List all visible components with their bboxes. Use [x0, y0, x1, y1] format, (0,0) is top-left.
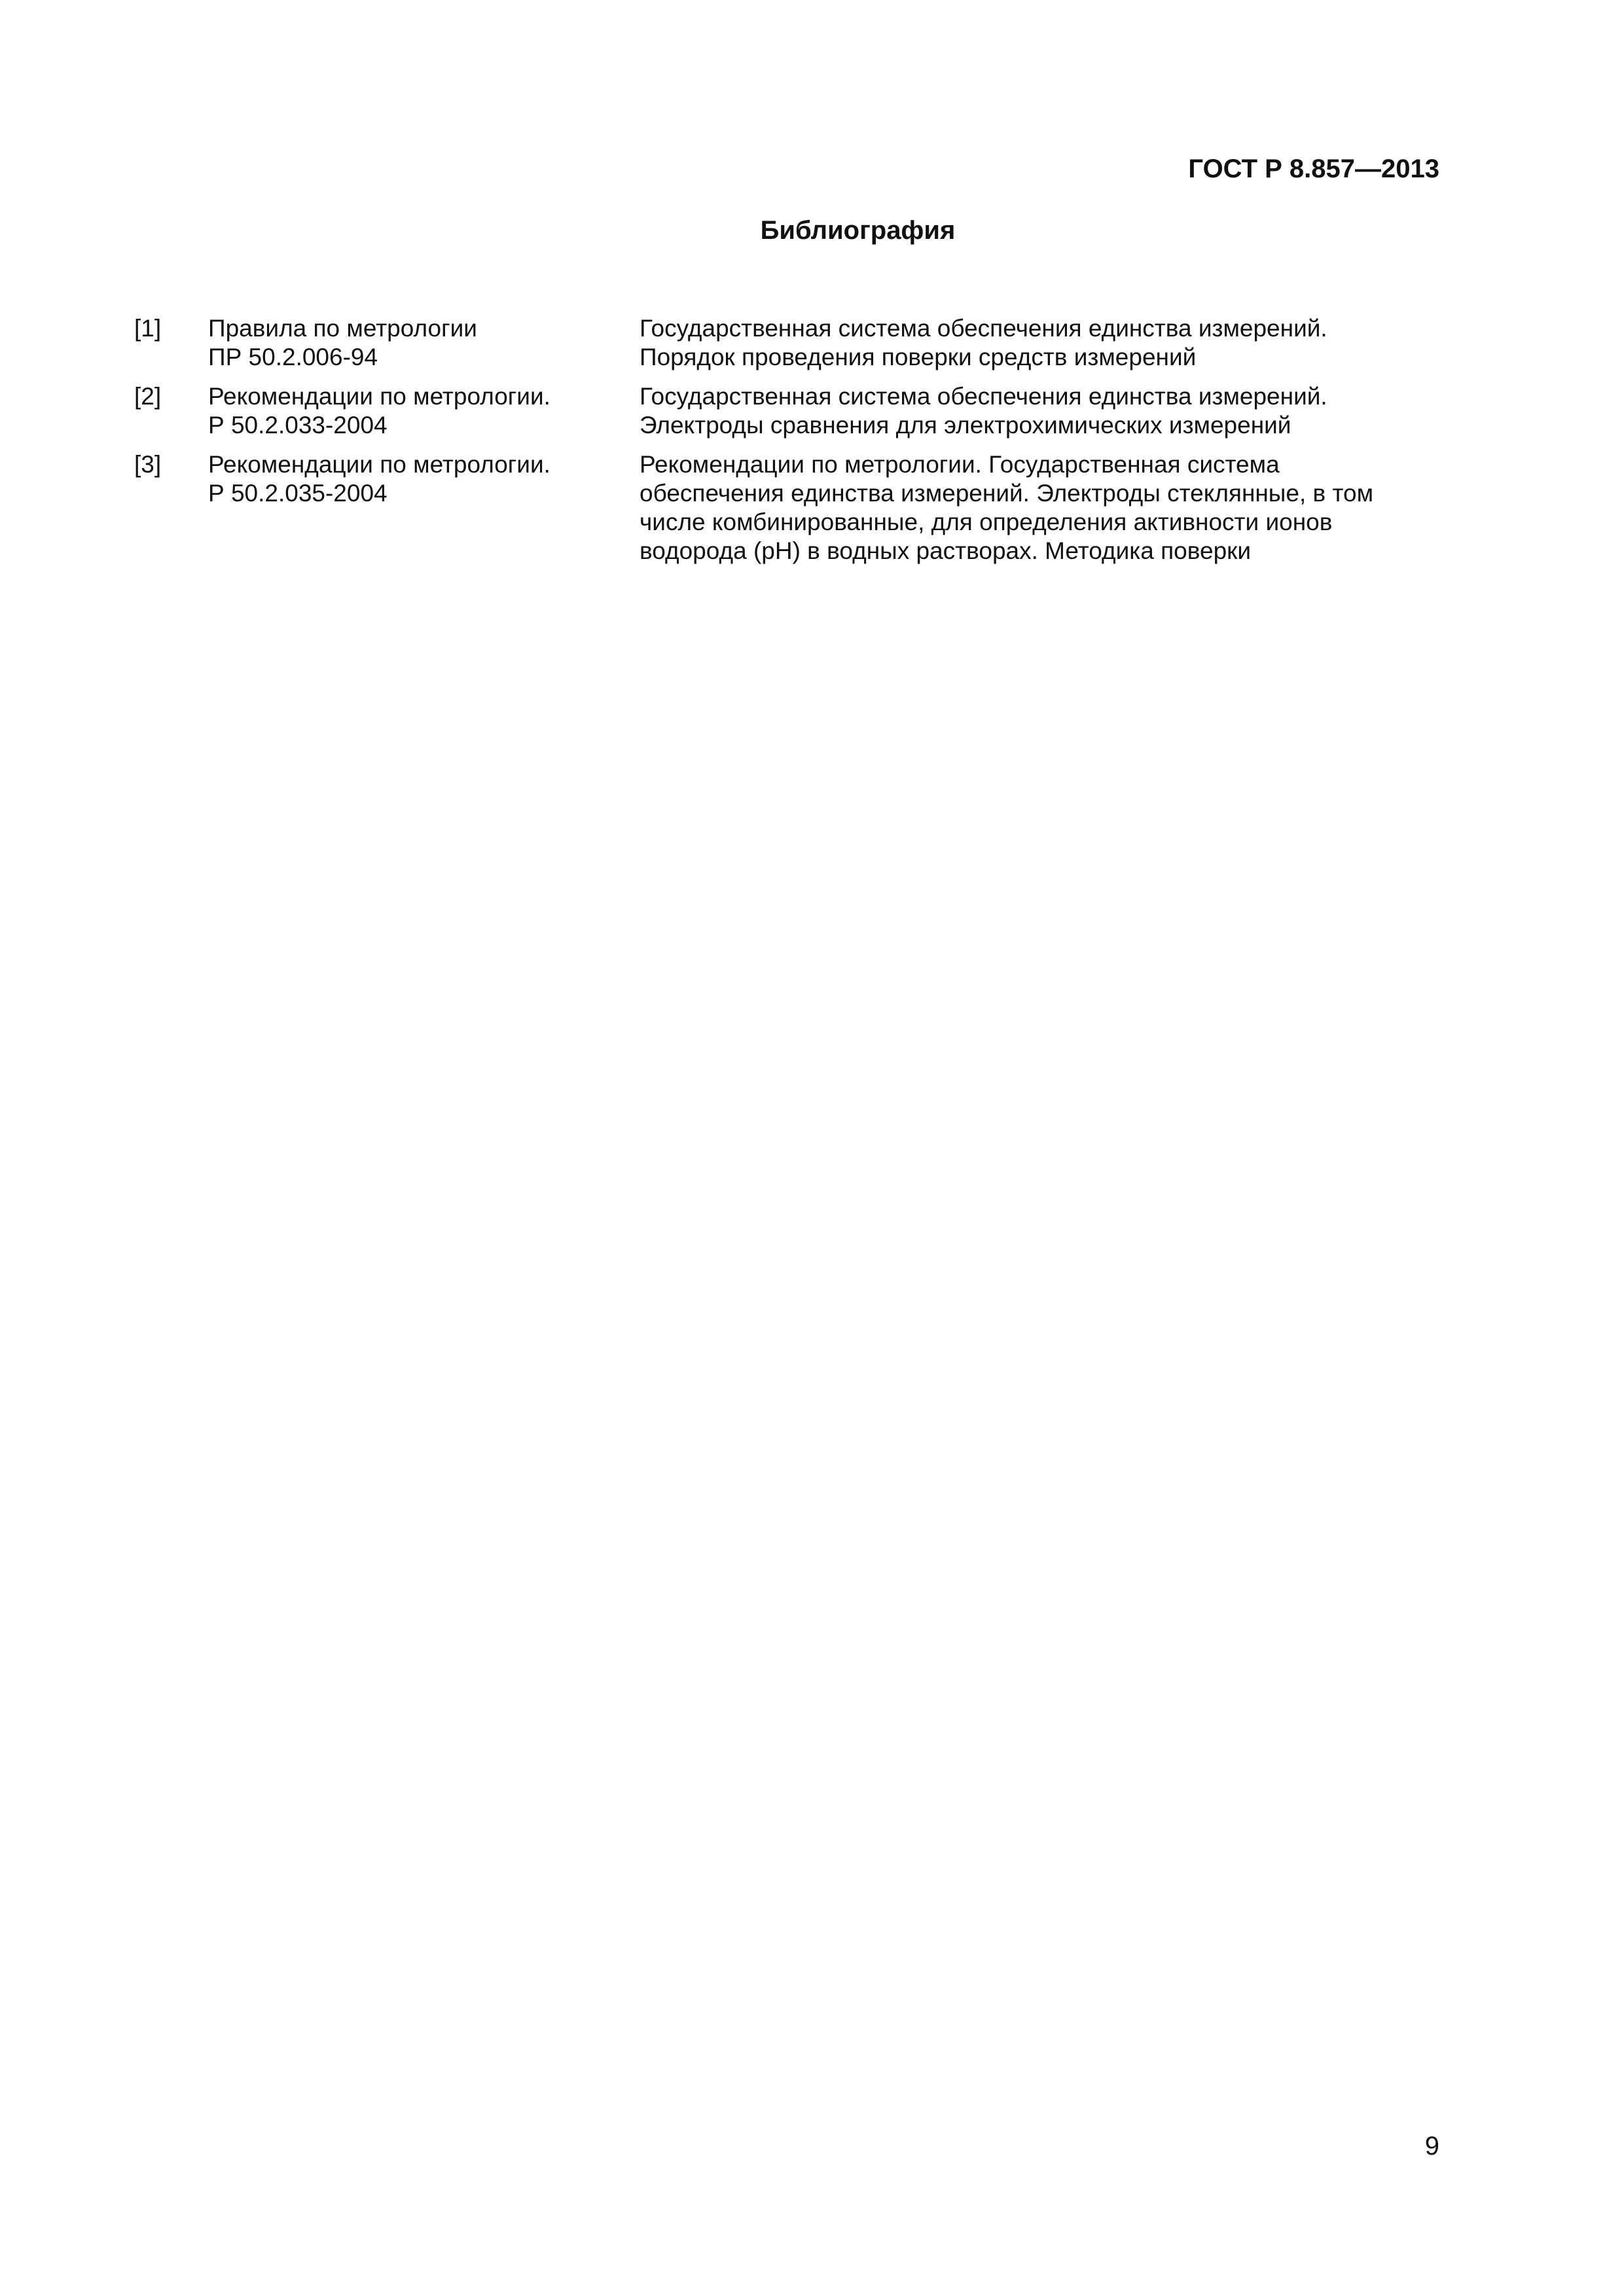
entry-description	[640, 450, 1450, 565]
entry-description-line: обеспечения единства измерений. Электроды стеклянные, в том	[640, 480, 1374, 507]
entry-source-type: Правила по метрологии	[208, 315, 477, 342]
entry-source-type: Рекомендации по метрологии.	[208, 451, 550, 478]
bibliography-list	[134, 314, 1450, 576]
bibliography-entry-1	[134, 314, 1450, 372]
entry-source	[208, 314, 627, 372]
entry-source-type: Рекомендации по метрологии.	[208, 383, 550, 410]
entry-source-code: ПР 50.2.006-94	[208, 344, 378, 370]
bibliography-title: Библиография	[760, 216, 956, 245]
entry-number: [3]	[134, 451, 162, 478]
bibliography-entry-3	[134, 450, 1450, 565]
entry-description-line: водорода (pH) в водных растворах. Методика поверки	[640, 537, 1252, 564]
entry-description-line: Электроды сравнения для электрохимических измерений	[640, 412, 1291, 439]
entry-description-line: Государственная система обеспечения единства измерений.	[640, 383, 1327, 410]
entry-description-line: числе комбинированные, для определения активности ионов	[640, 509, 1333, 535]
entry-description-line: Рекомендации по метрологии. Государственная система	[640, 451, 1280, 478]
entry-number: [2]	[134, 383, 162, 410]
entry-description	[640, 314, 1450, 372]
entry-source-code: Р 50.2.035-2004	[208, 480, 388, 507]
entry-source-code: Р 50.2.033-2004	[208, 412, 388, 439]
entry-number: [1]	[134, 315, 162, 342]
entry-source	[208, 450, 627, 508]
entry-description-line: Государственная система обеспечения единства измерений.	[640, 315, 1327, 342]
entry-description	[640, 382, 1450, 440]
page-number: 9	[1424, 2132, 1439, 2161]
document-code: ГОСТ Р 8.857—2013	[1188, 154, 1439, 183]
bibliography-entry-2	[134, 382, 1450, 440]
entry-source	[208, 382, 627, 440]
entry-description-line: Порядок проведения поверки средств измерений	[640, 344, 1197, 370]
